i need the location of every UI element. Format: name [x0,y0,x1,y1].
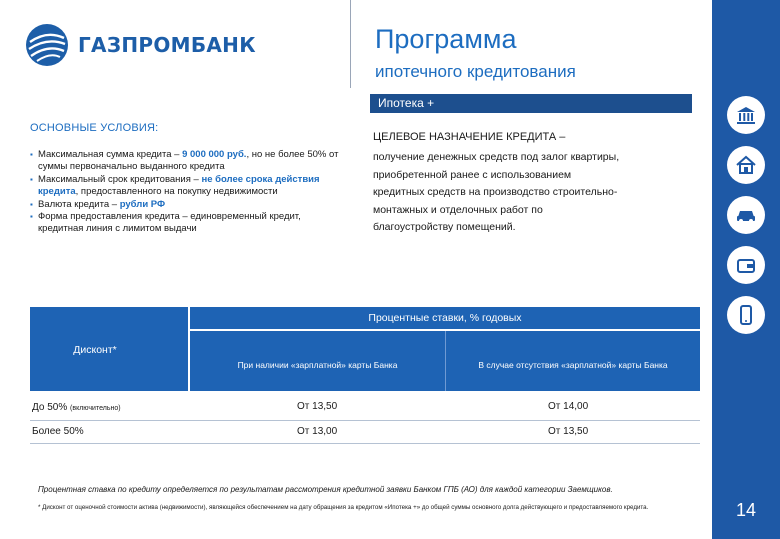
row-label-text: До 50% [32,402,68,413]
condition-text: , но не более 50% от суммы первоначально выданного кредита [38,149,339,173]
row-label-note: (включительно) [70,405,121,412]
condition-item [30,174,340,199]
header-divider [350,0,351,88]
rate-with-card: От 13,50 [297,401,338,412]
discount-label: Дисконт* [73,344,117,356]
page-subtitle: ипотечного кредитования [375,62,576,81]
purpose-text: получение денежных средств под залог квартиры, приобретенной ранее с использованием кредитных средств на производство строительно-монтажных и отделочных работ по благоустройству помещений. [373,151,620,234]
purpose-title: ЦЕЛЕВОЕ НАЗНАЧЕНИЕ КРЕДИТА – [373,131,566,143]
footnote-main: Процентная ставка по кредиту определяется по результатам рассмотрения кредитной заявки Банком ГПБ (АО) для каждой категории Заемщиков. [38,485,613,494]
row-divider [30,443,700,444]
rate-without-card: От 13,50 [548,426,589,437]
row-divider [30,420,700,421]
condition-item [30,199,340,211]
condition-text: , предоставленного на покупку недвижимости [75,186,278,198]
rate-without-card: От 14,00 [548,401,589,412]
page-title: Программа [375,24,517,54]
bank-building-icon [727,96,765,134]
gazprombank-logo [24,22,256,68]
condition-highlight: 9 000 000 руб. [182,149,247,160]
house-icon [727,146,765,184]
condition-item [30,149,340,174]
conditions-title: ОСНОВНЫЕ УСЛОВИЯ: [30,122,159,134]
globe-logo-icon [24,22,70,68]
product-name-bar: Ипотека + [370,94,692,113]
smartphone-icon [727,296,765,334]
condition-text: Форма предоставления кредита – единовременный кредит, кредитная линия с лимитом выдачи [38,211,301,235]
conditions-list [30,149,340,236]
table-row-label: Более 50% [32,426,84,437]
footnote-discount: * Дисконт от оценочной стоимости актива (недвижимости), являющейся обеспечением на дату обращения за кредитом «Ипотека +» до общей суммы основного долга действующего и предоставляемого кредита. [38,504,649,511]
car-icon [727,196,765,234]
wallet-icon [727,246,765,284]
condition-highlight: не более срока действия кредита [38,173,320,198]
brand-name: ГАЗПРОМБАНК [78,33,256,57]
column-header-with-card: При наличии «зарплатной» карты Банка [237,360,398,370]
page-number: 14 [735,500,757,520]
rate-with-card: От 13,00 [297,426,338,437]
table-row-label [32,402,121,413]
condition-text: Максимальная сумма кредита – [38,149,183,160]
condition-highlight: рубли РФ [119,198,166,210]
condition-text: Валюта кредита – [38,198,120,210]
condition-item [30,211,340,236]
condition-text: Максимальный срок кредитования – [38,173,202,185]
column-header-without-card: В случае отсутствия «зарплатной» карты Банка [478,360,668,370]
rates-header: Процентные ставки, % годовых [190,307,700,329]
